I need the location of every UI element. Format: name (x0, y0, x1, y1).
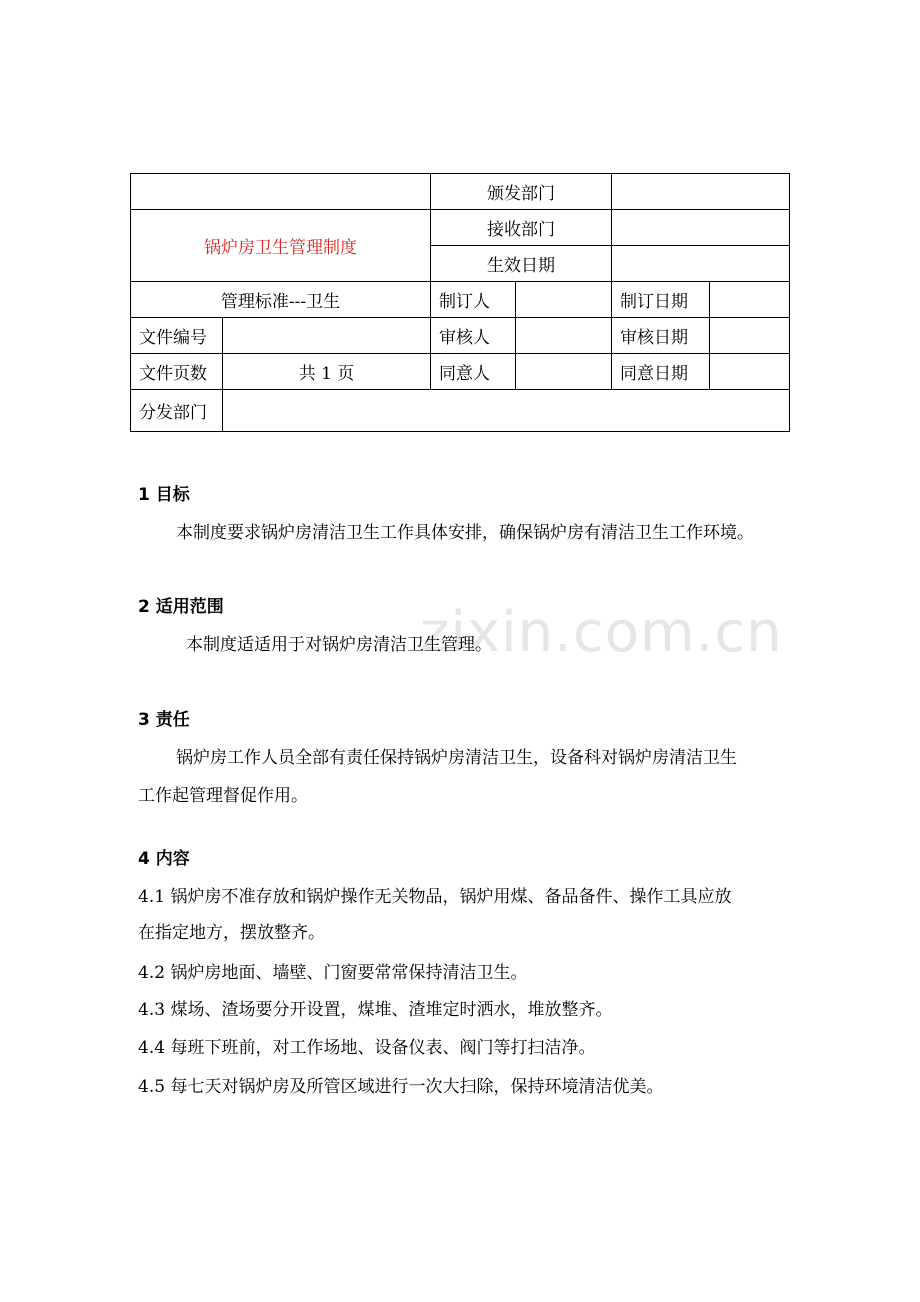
draft-date-value (710, 282, 790, 318)
standard-category: 管理标准---卫生 (131, 282, 431, 318)
drafter-label: 制订人 (431, 282, 516, 318)
table-row (131, 210, 790, 246)
section-4-title: 4 内容 (138, 849, 190, 869)
table-row (131, 174, 790, 210)
review-date-value (710, 318, 790, 354)
review-date-label: 审核日期 (612, 318, 710, 354)
approve-date-label: 同意日期 (612, 354, 710, 390)
section-3-body-line2: 工作起管理督促作用。 (138, 786, 308, 806)
reviewer-label: 审核人 (431, 318, 516, 354)
document-header-table (130, 173, 790, 432)
section-3-title: 3 责任 (138, 710, 190, 730)
table-row (131, 318, 790, 354)
section-1-body: 本制度要求锅炉房清洁卫生工作具体安排，确保锅炉房有清洁卫生工作环境。 (176, 523, 754, 543)
section-4-item-5: 4.5 每七天对锅炉房及所管区域进行一次大扫除，保持环境清洁优美。 (138, 1077, 664, 1097)
approver-value (516, 354, 612, 390)
receive-dept-label: 接收部门 (431, 210, 612, 246)
approve-date-value (710, 354, 790, 390)
effective-date-label: 生效日期 (431, 246, 612, 282)
effective-date-value (612, 246, 790, 282)
pages-label: 文件页数 (131, 354, 223, 390)
pages-value: 共 1 页 (223, 354, 431, 390)
section-4-item-1-line2: 在指定地方，摆放整齐。 (138, 923, 325, 943)
doc-no-label: 文件编号 (131, 318, 223, 354)
issue-dept-value (612, 174, 790, 210)
approver-label: 同意人 (431, 354, 516, 390)
doc-no-value (223, 318, 431, 354)
section-4-item-3: 4.3 煤场、渣场要分开设置，煤堆、渣堆定时洒水，堆放整齐。 (138, 1000, 613, 1020)
distribution-value (223, 390, 790, 432)
section-4-item-4: 4.4 每班下班前，对工作场地、设备仪表、阀门等打扫洁净。 (138, 1038, 596, 1058)
document-title: 锅炉房卫生管理制度 (131, 210, 431, 282)
table-row (131, 282, 790, 318)
section-1-title: 1 目标 (138, 485, 190, 505)
reviewer-value (516, 318, 612, 354)
section-2-body: 本制度适适用于对锅炉房清洁卫生管理。 (186, 635, 492, 655)
blank-cell (131, 174, 431, 210)
drafter-value (516, 282, 612, 318)
receive-dept-value (612, 210, 790, 246)
table-row (131, 354, 790, 390)
watermark: zixin.com.cn (420, 600, 783, 665)
section-2-title: 2 适用范围 (138, 597, 224, 617)
section-4-item-1-line1: 4.1 锅炉房不准存放和锅炉操作无关物品，锅炉用煤、备品备件、操作工具应放 (138, 887, 732, 907)
issue-dept-label: 颁发部门 (431, 174, 612, 210)
section-3-body-line1: 锅炉房工作人员全部有责任保持锅炉房清洁卫生，设备科对锅炉房清洁卫生 (176, 748, 737, 768)
table-row (131, 390, 790, 432)
section-4-item-2: 4.2 锅炉房地面、墙壁、门窗要常常保持清洁卫生。 (138, 963, 528, 983)
draft-date-label: 制订日期 (612, 282, 710, 318)
distribution-label: 分发部门 (131, 390, 223, 432)
